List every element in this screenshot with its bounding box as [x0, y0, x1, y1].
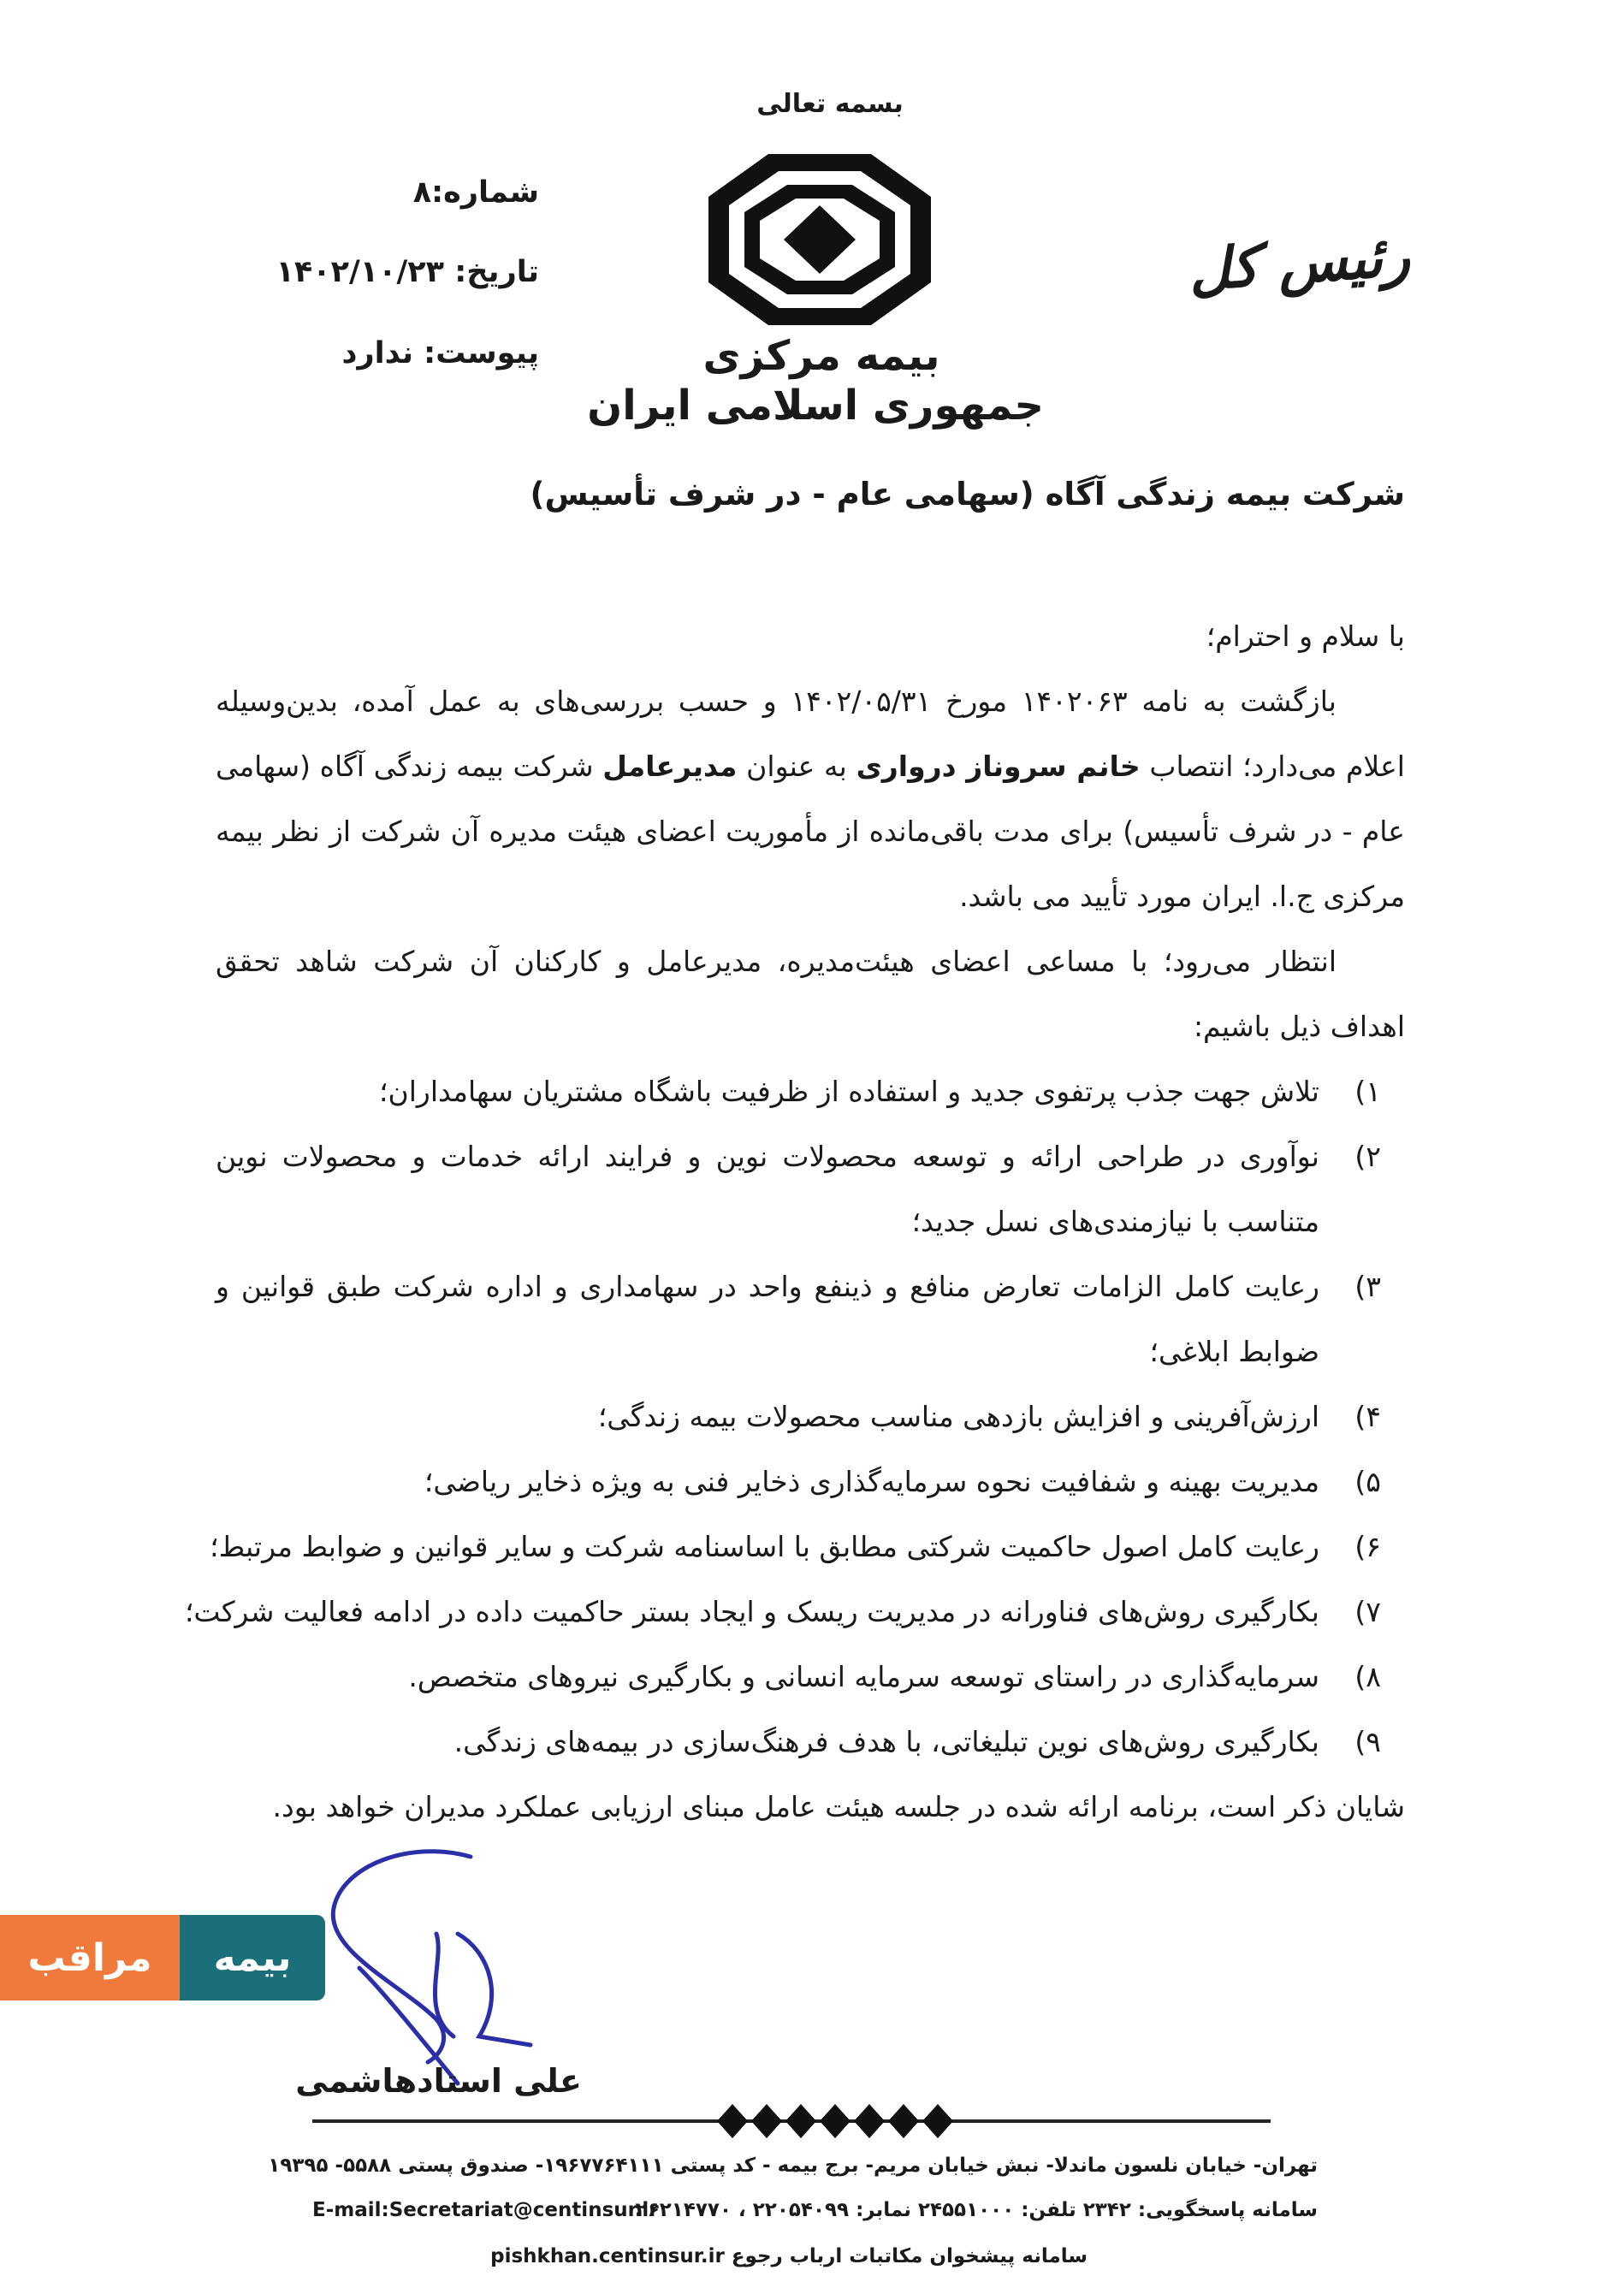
letter-date-value: ۱۴۰۲/۱۰/۲۳ [276, 255, 445, 289]
list-item-number: ۳) [1354, 1270, 1381, 1303]
list-item-text: سرمایه‌گذاری در راستای توسعه سرمایه انسانی و بکارگیری نیروهای متخصص. [408, 1660, 1319, 1693]
list-item-number: ۶) [1354, 1530, 1381, 1563]
goals-list [184, 1059, 1405, 1775]
letter-body [184, 604, 1405, 1840]
list-item-text: رعایت کامل الزامات تعارض منافع و ذینفع واحد در سهامداری و اداره شرکت طبق قوانین و ضوابط ابلاغی؛ [216, 1270, 1319, 1368]
list-item [216, 1384, 1405, 1449]
list-item-text: بکارگیری روش‌های فناورانه در مدیریت ریسک و ایجاد بستر حاکمیت داده در ادامه فعالیت شرکت؛ [184, 1595, 1319, 1628]
list-item-number: ۵) [1354, 1465, 1381, 1498]
list-item-number: ۱) [1354, 1075, 1381, 1108]
letter-number-value: ۸ [412, 175, 432, 210]
list-item [210, 1514, 1405, 1580]
list-item-text: ارزش‌آفرینی و افزایش بازدهی مناسب محصولات بیمه زندگی؛ [597, 1400, 1319, 1433]
letter-number [413, 175, 539, 210]
paragraph-expectations: انتظار می‌رود؛ با مساعی اعضای هیئت‌مدیره، مدیرعامل و کارکنان آن شرکت شاهد تحقق اهداف ذیل باشیم: [216, 945, 1405, 1043]
appointee-name: خانم سروناز درواری [856, 750, 1141, 783]
letter-date [276, 255, 539, 289]
appointee-role: مدیرعامل [602, 750, 738, 783]
signer-name: علی استادهاشمی [295, 2062, 582, 2100]
letter-attachment-label: پیوست: [424, 336, 539, 370]
letter-attachment-value: ندارد [341, 336, 413, 370]
footer-address: تهران- خیابان نلسون ماندلا- نبش خیابان مریم- برج بیمه - کد پستی ۱۹۶۷۷۶۴۱۱۱- صندوق پستی ۵۵۸۸- ۱۹۳۹۵ [268, 2155, 1318, 2177]
list-item-text: مدیریت بهینه و شفافیت نحوه سرمایه‌گذاری ذخایر فنی به ویژه ذخایر ریاضی؛ [424, 1465, 1319, 1498]
badge-part1: مراقب [0, 1915, 180, 2000]
paragraph-appointment-part2: به عنوان [746, 750, 847, 783]
letter-date-label: تاریخ: [454, 255, 539, 289]
list-item-text: رعایت کامل اصول حاکمیت شرکتی مطابق با اساسنامه شرکت و سایر قوانین و ضوابط مرتبط؛ [210, 1530, 1319, 1563]
list-item-text: نوآوری در طراحی ارائه و توسعه محصولات نوین و فرایند ارائه خدمات و محصولات نوین متناسب با نیازمندی‌های نسل جدید؛ [216, 1140, 1319, 1238]
footer-phones: سامانه پاسخگویی: ۲۳۴۲ تلفن: ۲۴۵۵۱۰۰۰ نمابر: ۲۲۰۵۴۰۹۹ ، ۲۶۲۱۴۷۷۰ [635, 2199, 1318, 2221]
recipient-line: شرکت بیمه زندگی آگاه (سهامی عام - در شرف تأسیس) [530, 476, 1405, 513]
site-badge [0, 1915, 325, 2000]
signature-icon [308, 1840, 565, 2088]
sender-title: رئیس کل [1186, 222, 1413, 304]
list-item [184, 1580, 1405, 1645]
list-item [216, 1645, 1405, 1710]
logo-org-name: بیمه مرکزی [702, 332, 940, 380]
list-item-text: بکارگیری روش‌های نوین تبلیغاتی، با هدف فرهنگ‌سازی در بیمه‌های زندگی. [453, 1725, 1319, 1758]
letter-attachment [342, 336, 540, 370]
list-item [216, 1449, 1405, 1514]
closing-paragraph: شایان ذکر است، برنامه ارائه شده در جلسه هیئت عامل مبنای ارزیابی عملکرد مدیران خواهد بود. [272, 1790, 1405, 1823]
footer-portal [490, 2245, 1088, 2267]
footer-email-link[interactable]: E-mail:Secretariat@centinsur.ir [312, 2199, 659, 2221]
footer-diamond-ornament-icon [715, 2100, 955, 2143]
greeting: با سلام و احترام؛ [1206, 619, 1405, 653]
logo-org-country: جمهوری اسلامی ایران [587, 382, 1044, 430]
list-item-number: ۲) [1354, 1140, 1381, 1173]
paragraph-appointment-part1: بازگشت به نامه ۱۴۰۲۰۶۳ مورخ ۱۴۰۲/۰۵/۳۱ و حسب بررسی‌های به عمل آمده، بدین‌وسیله اعلام می‌دارد؛ انتصاب [216, 685, 1405, 783]
list-item [216, 1710, 1405, 1775]
basmala: بسمه تعالی [756, 89, 904, 119]
list-item-number: ۷) [1354, 1595, 1381, 1628]
list-item [216, 1254, 1405, 1384]
list-item-number: ۸) [1354, 1660, 1381, 1693]
footer-portal-label: سامانه پیشخوان مکاتبات ارباب رجوع [731, 2245, 1088, 2267]
badge-part2: بیمه [180, 1915, 325, 2000]
paragraph-appointment [216, 669, 1405, 929]
list-item [216, 1124, 1405, 1254]
list-item-text: تلاش جهت جذب پرتفوی جدید و استفاده از ظرفیت باشگاه مشتریان سهامداران؛ [378, 1075, 1319, 1108]
list-item-number: ۴) [1354, 1400, 1381, 1433]
central-insurance-logo-icon [708, 154, 931, 325]
letter-number-label: شماره: [431, 175, 539, 210]
list-item [216, 1059, 1405, 1124]
footer-portal-link[interactable]: pishkhan.centinsur.ir [490, 2245, 725, 2267]
list-item-number: ۹) [1354, 1725, 1381, 1758]
paragraph-appointment-part3: شرکت بیمه زندگی آگاه (سهامی عام - در شرف تأسیس) برای مدت باقی‌مانده از مأموریت اعضای هیئت مدیره آن شرکت از نظر بیمه مرکزی ج.ا. ایران مورد تأیید می باشد. [216, 750, 1405, 913]
